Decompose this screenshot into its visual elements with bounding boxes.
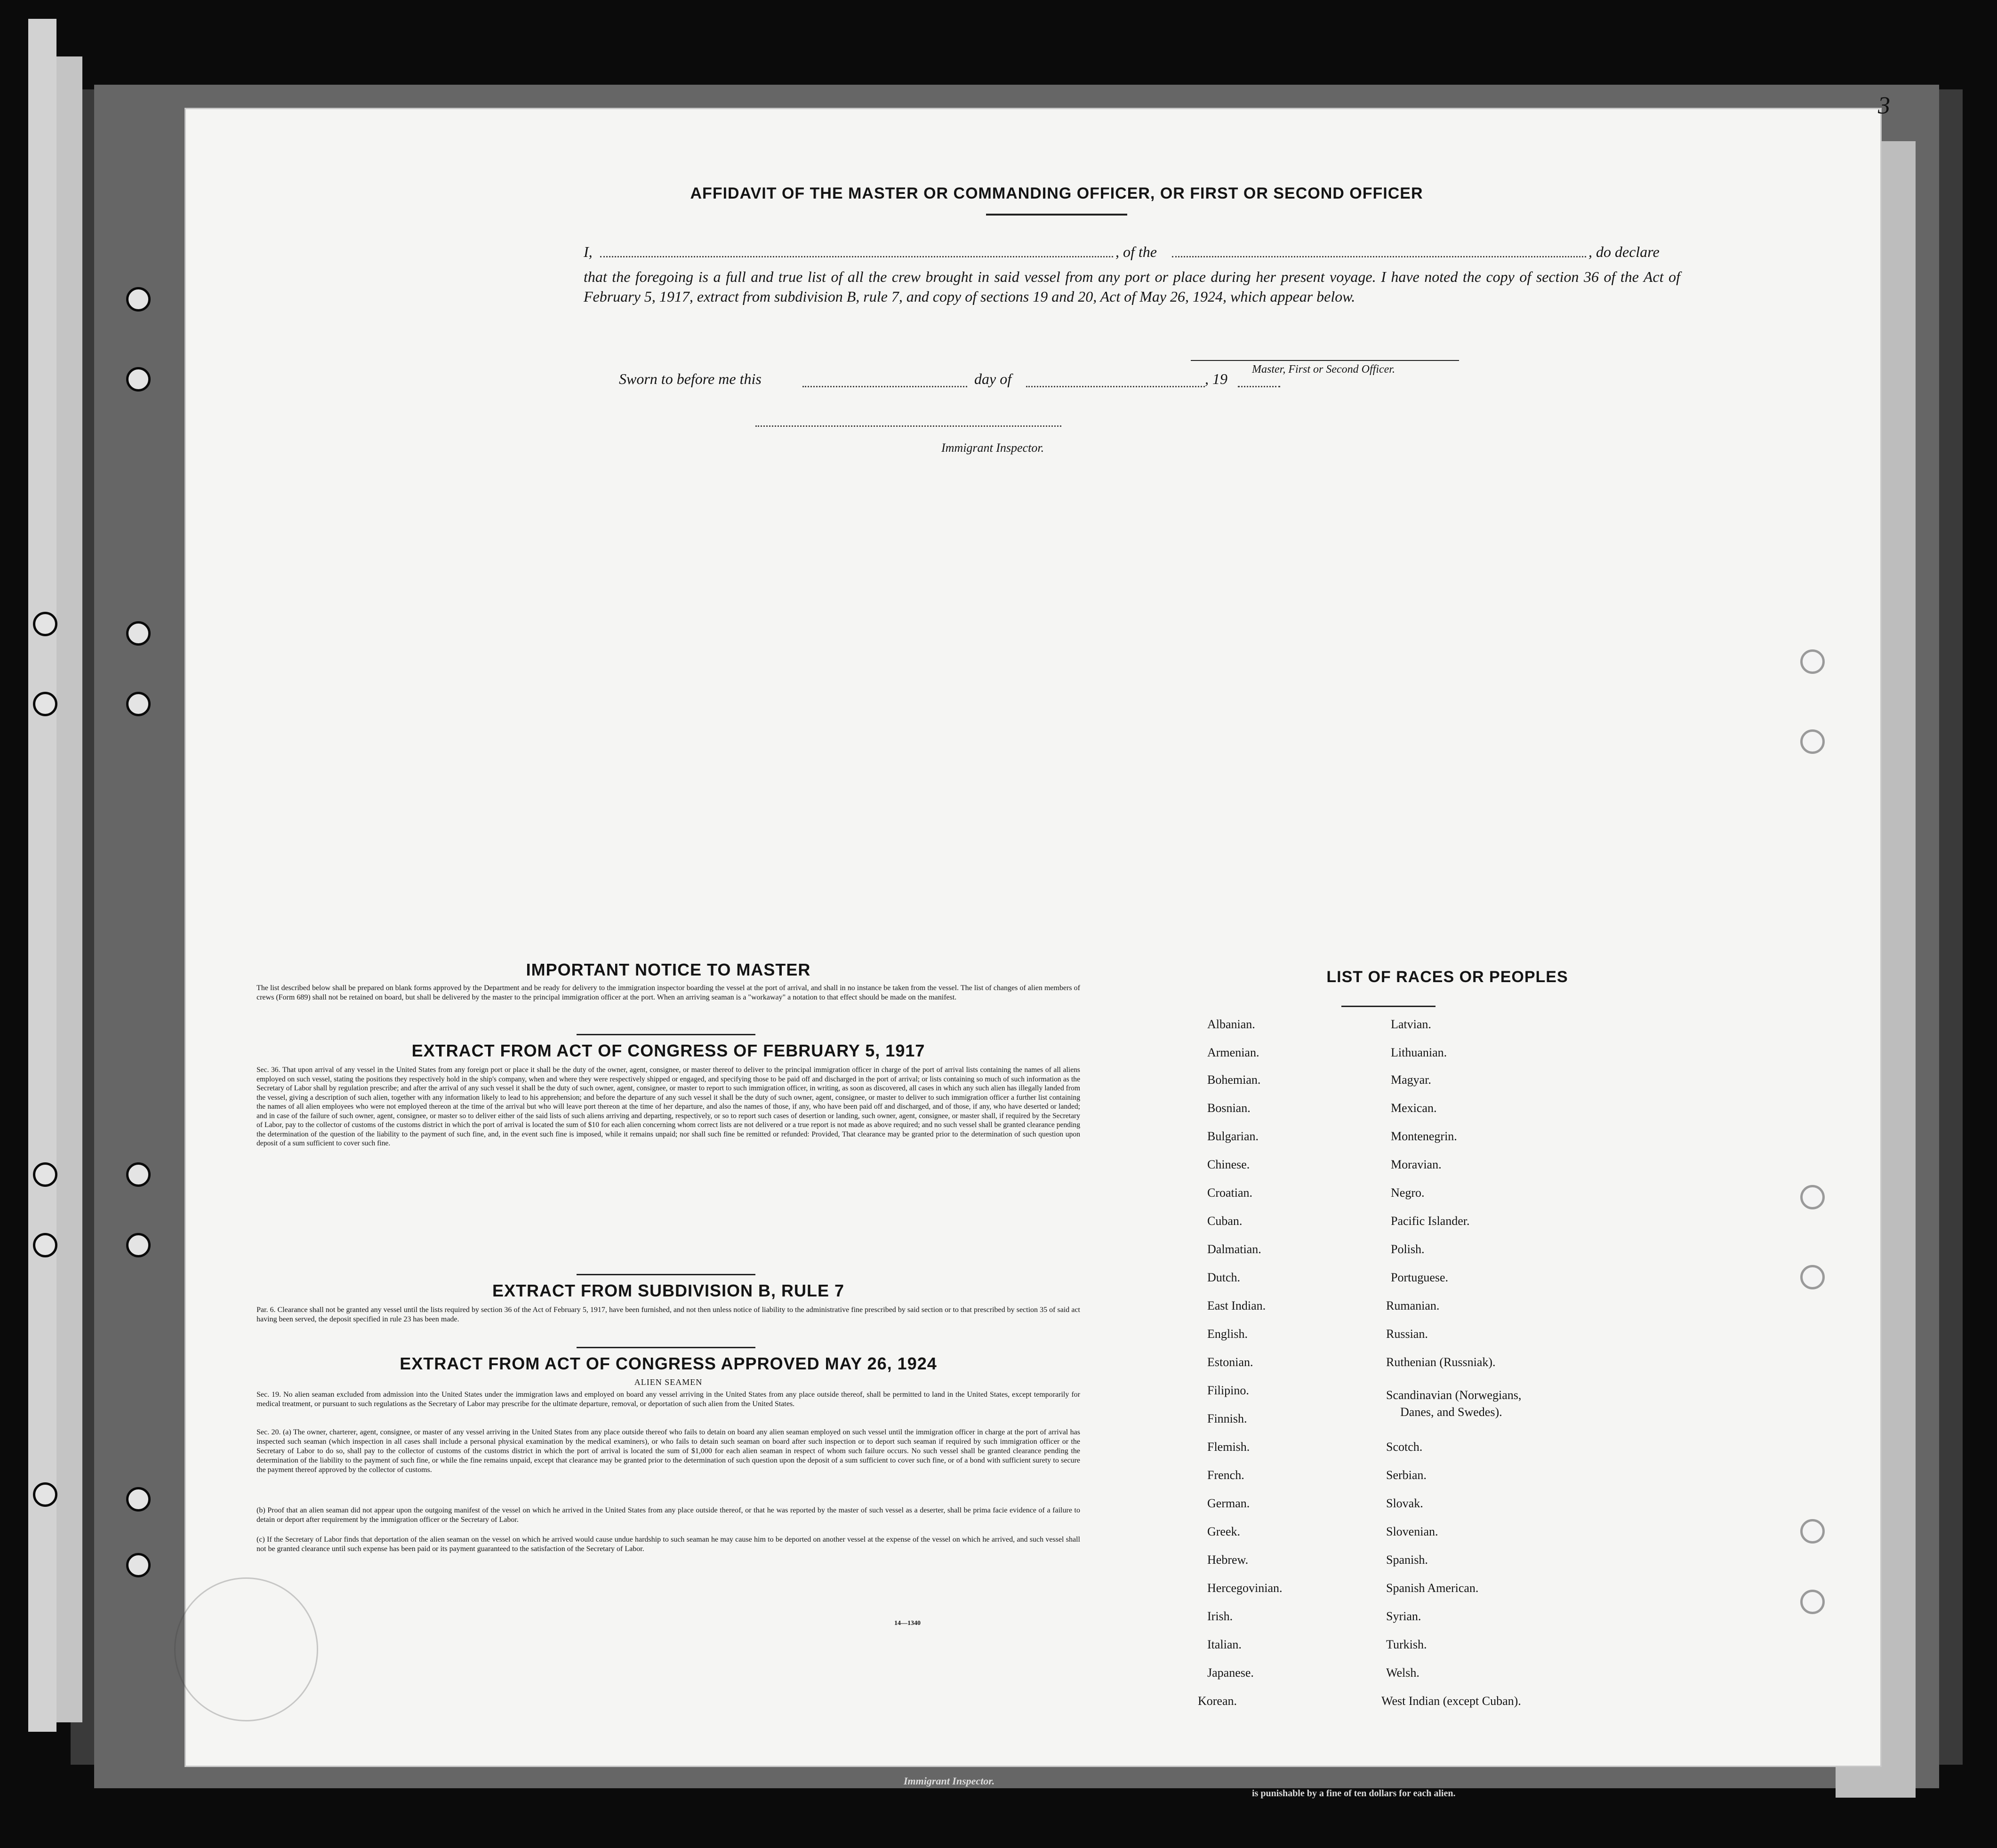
- extract-1924-sec19: Sec. 19. No alien seaman excluded from admission into the United States under the immigration laws and employed on board any vessel arriving in the United States from any place outside thereof, shall be permitted to land in the United States, except temporarily for medical treatment, or pursuant to such regulations as the Secretary of Labor may prescribe for the ultimate departure, removal, or deportation of such alien from the United States.: [257, 1391, 1080, 1408]
- sworn-year-blank: [1238, 386, 1280, 387]
- race-item: Bosnian.: [1207, 1101, 1251, 1115]
- section-divider: [577, 1347, 755, 1348]
- race-item: Magyar.: [1391, 1073, 1431, 1087]
- punch-hole: [126, 1233, 151, 1257]
- race-item: Flemish.: [1207, 1440, 1250, 1454]
- punch-hole: [33, 612, 57, 636]
- extract-1917-title: EXTRACT FROM ACT OF CONGRESS OF FEBRUARY 5, 1917: [411, 1041, 925, 1060]
- race-item: Scandinavian (Norwegians,: [1386, 1388, 1522, 1402]
- name-blank: [600, 256, 1113, 257]
- section-divider: [577, 1274, 755, 1275]
- affidavit-of-the-label: , of the: [1115, 243, 1157, 260]
- underlying-inspector-fragment: Immigrant Inspector.: [904, 1775, 995, 1787]
- race-item: Filipino.: [1207, 1384, 1249, 1397]
- race-item: Moravian.: [1391, 1158, 1442, 1171]
- affidavit-form-page: [186, 109, 1880, 1766]
- rule7-body: Par. 6. Clearance shall not be granted any vessel until the lists required by section 36 of the Act of February 5, 1917, have been furnished, and not then unless notice of liability to the administrative fine prescribed by said section or to that prescribed by section 35 of said act having been served, the deposit specified in rule 23 has been made.: [257, 1306, 1080, 1323]
- extract-1924-title: EXTRACT FROM ACT OF CONGRESS APPROVED MAY 26, 1924: [400, 1354, 937, 1373]
- race-item: Negro.: [1391, 1186, 1425, 1200]
- race-item: Hebrew.: [1207, 1553, 1249, 1567]
- race-item: Rumanian.: [1386, 1299, 1440, 1312]
- punch-hole: [1800, 1590, 1825, 1614]
- form-number: 14—1340: [894, 1620, 921, 1627]
- extract-1924-sec20c: (c) If the Secretary of Labor finds that deportation of the alien seaman on the vessel on which he arrived would cause undue hardship to such seaman he may cause him to be deported on another vessel at the expense of the vessel on which he arrived, and such vessel shall not be granted clearance until such expense has been paid or its payment guaranteed to the satisfaction of the Secretary of Labor.: [257, 1536, 1080, 1553]
- race-item: Russian.: [1386, 1327, 1428, 1341]
- sworn-label: Sworn to before me this: [619, 370, 762, 387]
- inspector-caption: Immigrant Inspector.: [941, 441, 1044, 455]
- races-title: LIST OF RACES OR PEOPLES: [1326, 968, 1568, 986]
- punch-hole: [33, 692, 57, 716]
- race-item: English.: [1207, 1327, 1248, 1341]
- race-item: Welsh.: [1386, 1666, 1420, 1680]
- race-item: Syrian.: [1386, 1609, 1421, 1623]
- race-item: Pacific Islander.: [1391, 1214, 1470, 1228]
- race-item: Montenegrin.: [1391, 1129, 1457, 1143]
- race-item: Albanian.: [1207, 1017, 1255, 1031]
- races-title-underline: [1341, 1006, 1436, 1007]
- master-signature-line: [1191, 360, 1459, 361]
- race-item: Italian.: [1207, 1638, 1242, 1651]
- punch-hole: [126, 1553, 151, 1577]
- punch-hole: [126, 1162, 151, 1187]
- race-item: Ruthenian (Russniak).: [1386, 1355, 1496, 1369]
- underlying-fine-fragment: is punishable by a fine of ten dollars for each alien.: [1252, 1788, 1456, 1799]
- affidavit-body: that the foregoing is a full and true list of all the crew brought in said vessel from any port or place during her present voyage. I have noted the copy of section 36 of the Act of February 5, 1917, extract from subdivision B, rule 7, and copy of sections 19 and 20, Act of May 26, 1924, which appear below.: [584, 268, 1680, 305]
- binder-edge-strip: [56, 56, 82, 1722]
- punch-hole: [1800, 729, 1825, 754]
- race-item: Slovak.: [1386, 1496, 1423, 1510]
- punch-hole: [33, 1233, 57, 1257]
- race-item: East Indian.: [1207, 1299, 1266, 1312]
- race-item: Turkish.: [1386, 1638, 1427, 1651]
- race-item: West Indian (except Cuban).: [1381, 1694, 1521, 1708]
- binder-edge-strip: [28, 19, 56, 1732]
- race-item: Spanish.: [1386, 1553, 1428, 1567]
- punch-hole: [1800, 649, 1825, 674]
- section-divider: [577, 1034, 755, 1035]
- race-item: Portuguese.: [1391, 1271, 1449, 1284]
- race-item: Polish.: [1391, 1242, 1425, 1256]
- race-item: Lithuanian.: [1391, 1046, 1447, 1059]
- race-item: French.: [1207, 1468, 1244, 1482]
- punch-hole: [126, 1487, 151, 1512]
- race-item: Spanish American.: [1386, 1581, 1479, 1595]
- faded-stamp: [174, 1577, 318, 1721]
- punch-hole: [126, 287, 151, 312]
- race-item: Estonian.: [1207, 1355, 1253, 1369]
- race-item: Serbian.: [1386, 1468, 1427, 1482]
- race-item: Bohemian.: [1207, 1073, 1261, 1087]
- extract-1917-body: Sec. 36. That upon arrival of any vessel in the United States from any foreign port or place it shall be the duty of the owner, agent, consignee, or master thereof to deliver to the principal immigration officer in charge of the port of arrival lists containing the names of all aliens employed on such vessel, stating the positions they respectively hold in the ship's company, when and where they were respectively shipped or engaged, and specifying those to be paid off and discharged in the port of arrival; or lists containing so much of such information as the Secretary of Labor shall by regulation prescribe; and after the arrival of any such vessel it shall be the duty of such owner, agent, consignee, or master to report to such immigration officer, in writing, as soon as discovered, all cases in which any such alien has illegally landed from the vessel, giving a description of such alien, together with any information likely to lead to his apprehension; and before the departure of any such vessel it shall be the duty of such owner, agent, consignee, or master to deliver to such immigration officer a further list containing the names of all alien employees who were not employed thereon at the time of the arrival but who will leave port thereon at the time of her departure, and also the names of those, if any, who have been paid off and discharged, and of those, if any, who have deserted or landed; and in case of the failure of such owner, agent, consignee, or master so to deliver either of the said lists of such aliens arriving and departing, respectively, or so to report such cases of desertion or landing, such owner, agent, consignee, or master shall, if required by the Secretary of Labor, pay to the collector of customs of the customs district in which the port of arrival is located the sum of $10 for each alien concerning whom correct lists are not delivered or a true report is not made as above required; and no such vessel shall be granted clearance pending the determination of the question of the liability to the payment of such fine, and, in the event such fine is imposed, while it remains unpaid; nor shall such fine be remitted or refunded: Provided, That clearance may be granted prior to the determination of such question upon deposit of a sum sufficient to cover such fine.: [257, 1066, 1080, 1147]
- race-item: Greek.: [1207, 1525, 1241, 1538]
- punch-hole: [126, 367, 151, 392]
- race-item: Dalmatian.: [1207, 1242, 1261, 1256]
- race-item: Croatian.: [1207, 1186, 1253, 1200]
- race-item: Chinese.: [1207, 1158, 1250, 1171]
- race-item: Danes, and Swedes).: [1400, 1405, 1502, 1419]
- affidavit-declare-label: , do declare: [1588, 243, 1660, 260]
- punch-hole: [126, 621, 151, 646]
- notice-body: The list described below shall be prepared on blank forms approved by the Department and be ready for delivery to the immigration inspector boarding the vessel at the port of arrival, and shall in no instance be taken from the vessel. The list of changes of alien members of crews (Form 689) shall not be retained on board, but shall be delivered by the master to the principal immigration officer at the port. When an arriving seaman is a "workaway" a notation to that effect should be made on the manifest.: [257, 984, 1080, 1001]
- notice-title: IMPORTANT NOTICE TO MASTER: [526, 960, 811, 979]
- race-item: Dutch.: [1207, 1271, 1241, 1284]
- extract-1924-sec20b: (b) Proof that an alien seaman did not appear upon the outgoing manifest of the vessel on which he arrived in the United States from any place outside thereof, or that he was reported by the master of such vessel as a deserter, shall be prima facie evidence of a failure to detain or deport after requirement by the immigration officer or the Secretary of Labor.: [257, 1506, 1080, 1524]
- affidavit-i-label: I,: [584, 243, 593, 260]
- race-item: Irish.: [1207, 1609, 1233, 1623]
- race-item: Cuban.: [1207, 1214, 1243, 1228]
- page-number-mark: 3: [1878, 92, 1890, 119]
- sworn-day-of-label: day of: [974, 370, 1012, 387]
- race-item: Latvian.: [1391, 1017, 1431, 1031]
- punch-hole: [1800, 1185, 1825, 1209]
- race-item: Slovenian.: [1386, 1525, 1438, 1538]
- sworn-year-label: , 19: [1205, 370, 1227, 387]
- extract-1924-subtitle: ALIEN SEAMEN: [634, 1377, 703, 1387]
- race-item: Korean.: [1198, 1694, 1237, 1708]
- punch-hole: [33, 1162, 57, 1187]
- race-item: Finnish.: [1207, 1412, 1247, 1425]
- punch-hole: [33, 1482, 57, 1507]
- extract-1924-sec20a: Sec. 20. (a) The owner, charterer, agent, consignee, or master of any vessel arriving in the United States from any place outside thereof who fails to detain on board any alien seaman employed on such vessel until the immigration officer in charge at the port of arrival has inspected such seaman (which inspection in all cases shall include a personal physical examination by the medical examiners), or who fails to detain such seaman on board after such inspection or to deport such seaman if required by such immigration officer or the Secretary of Labor to do so, shall pay to the collector of customs of the customs district in which the port of arrival is located the sum of $1,000 for each alien seaman in respect of whom such failure occurs. No such vessel shall be granted clearance pending the determination of the liability to the payment of such fine, or while the fine remains unpaid, except that clearance may be granted prior to the determination of such question upon the deposit of a sum sufficient to cover such fine, or of a bond with sufficient surety to secure the payment thereof approved by the collector of customs.: [257, 1428, 1080, 1474]
- master-signature-caption: Master, First or Second Officer.: [1252, 363, 1395, 376]
- punch-hole: [1800, 1265, 1825, 1289]
- race-item: Scotch.: [1386, 1440, 1423, 1454]
- punch-hole: [1800, 1519, 1825, 1544]
- race-item: German.: [1207, 1496, 1250, 1510]
- race-item: Armenian.: [1207, 1046, 1259, 1059]
- inspector-signature-line: [755, 425, 1061, 427]
- sworn-month-blank: [1026, 386, 1205, 387]
- race-item: Hercegovinian.: [1207, 1581, 1283, 1595]
- race-item: Bulgarian.: [1207, 1129, 1259, 1143]
- punch-hole: [126, 692, 151, 716]
- races-right-column: [1381, 1017, 1748, 1723]
- affidavit-title: AFFIDAVIT OF THE MASTER OR COMMANDING OFFICER, OR FIRST OR SECOND OFFICER: [690, 184, 1423, 202]
- rule7-title: EXTRACT FROM SUBDIVISION B, RULE 7: [492, 1281, 845, 1300]
- title-underline: [986, 214, 1127, 216]
- race-item: Mexican.: [1391, 1101, 1437, 1115]
- race-item: Japanese.: [1207, 1666, 1254, 1680]
- sworn-date-blank: [802, 386, 967, 387]
- vessel-blank: [1172, 256, 1586, 257]
